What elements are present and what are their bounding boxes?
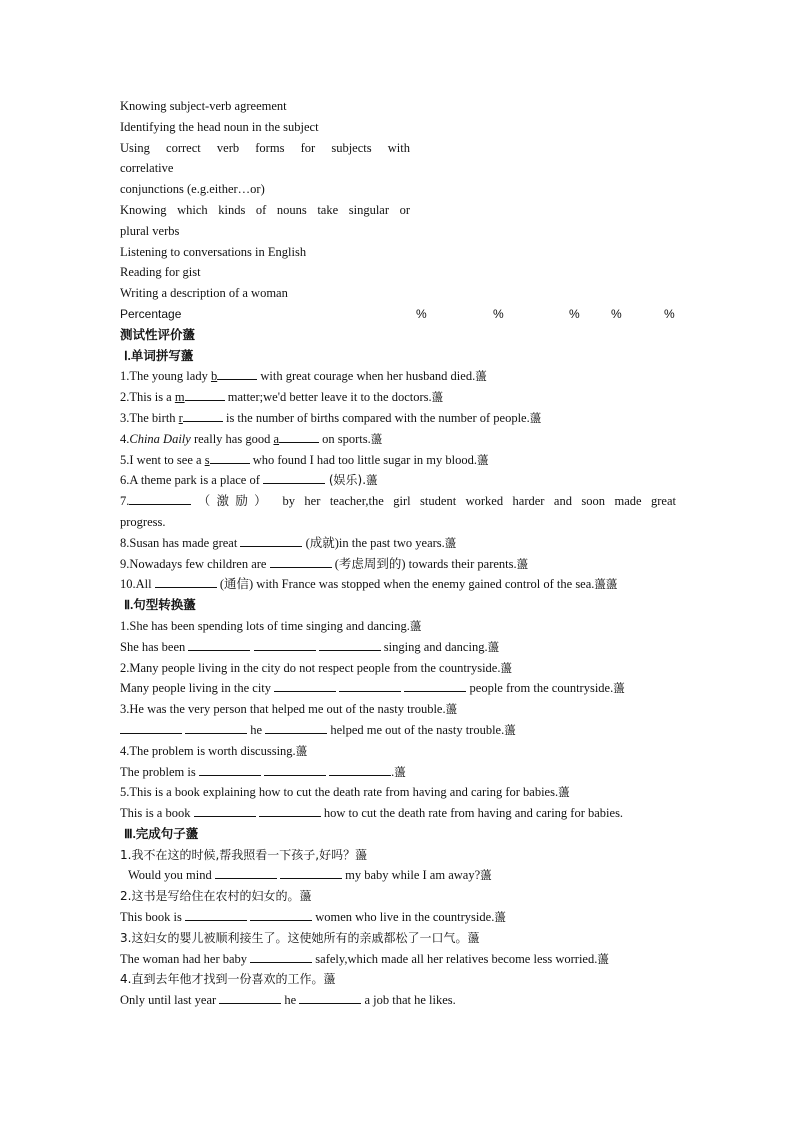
answer-line: This book is women who live in the countryside.蘯 [120, 910, 506, 925]
answer-line: Would you mind my baby while I am away?蘯 [128, 868, 492, 883]
answer-blank[interactable] [185, 721, 247, 734]
answer-blank[interactable] [215, 866, 277, 879]
answer-blank[interactable] [185, 908, 247, 921]
question-item: 2.这书是写给住在农村的妇女的。蘯 [120, 889, 312, 904]
answer-line: The problem is .蘯 [120, 764, 406, 779]
answer-blank[interactable] [219, 991, 281, 1004]
part2-title: Ⅱ.句型转换蘯 [124, 597, 196, 613]
objective-item: Using correct verb forms for subjects with [120, 140, 410, 155]
answer-blank[interactable] [319, 638, 381, 651]
objective-item: Reading for gist [120, 265, 201, 280]
question-item-continued: progress. [120, 514, 166, 529]
question-item: 6.A theme park is a place of (娱乐).蘯 [120, 473, 378, 488]
answer-blank[interactable] [194, 804, 256, 817]
answer-blank[interactable] [240, 534, 302, 547]
question-item: 3.这妇女的婴儿被顺利接生了。这使她所有的亲戚都松了一口气。蘯 [120, 930, 480, 945]
answer-blank[interactable] [259, 804, 321, 817]
percent-cell: % [569, 306, 580, 321]
answer-blank[interactable] [185, 388, 225, 401]
worksheet-page [120, 96, 676, 1011]
question-item: 3.He was the very person that helped me out of the nasty trouble.蘯 [120, 702, 458, 717]
question-item: 4.China Daily really has good a on sports.蘯 [120, 431, 383, 446]
answer-blank[interactable] [120, 721, 182, 734]
question-item: 1.The young lady b with great courage when her husband died.蘯 [120, 369, 487, 384]
question-item: 1.我不在这的时候,帮我照看一下孩子,好吗？蘯 [120, 847, 368, 862]
answer-blank[interactable] [250, 908, 312, 921]
part1-title: Ⅰ.单词拼写蘯 [124, 347, 194, 363]
answer-blank[interactable] [188, 638, 250, 651]
question-item: 8.Susan has made great (成就)in the past two years.蘯 [120, 535, 457, 550]
objective-item: Listening to conversations in English [120, 244, 307, 259]
answer-blank[interactable] [199, 763, 261, 776]
question-item: 4.直到去年他才找到一份喜欢的工作。蘯 [120, 972, 336, 987]
answer-blank[interactable] [210, 451, 250, 464]
question-item: 2.This is a m matter;we'd better leave it to the doctors.蘯 [120, 390, 444, 405]
answer-blank[interactable] [329, 763, 391, 776]
percentage-row [120, 304, 676, 325]
percent-cell: % [493, 306, 504, 321]
question-item: 9.Nowadays few children are (考虑周到的) towards their parents.蘯 [120, 556, 529, 571]
answer-blank[interactable] [404, 679, 466, 692]
answer-line: This is a book how to cut the death rate from having and caring for babies. [120, 806, 624, 821]
percent-cell: % [416, 306, 427, 321]
question-item: 2.Many people living in the city do not respect people from the countryside.蘯 [120, 660, 512, 675]
answer-blank[interactable] [274, 679, 336, 692]
answer-blank[interactable] [155, 575, 217, 588]
answer-blank[interactable] [263, 471, 325, 484]
percent-cell: % [664, 306, 675, 321]
objective-item: plural verbs [120, 223, 180, 238]
percentage-label: Percentage [120, 306, 182, 321]
answer-blank[interactable] [270, 555, 332, 568]
answer-line: The woman had her baby safely,which made all her relatives become less worried.蘯 [120, 951, 609, 966]
objective-item: Knowing subject-verb agreement [120, 99, 287, 113]
answer-blank[interactable] [183, 409, 223, 422]
answer-blank[interactable] [280, 866, 342, 879]
answer-blank[interactable] [265, 721, 327, 734]
question-item: 5.This is a book explaining how to cut the death rate from having and caring for babies.蘯 [120, 785, 570, 800]
question-item: 7. （激励） by her teacher,the girl student worked harder and soon made great [120, 494, 676, 509]
question-item: 4.The problem is worth discussing.蘯 [120, 743, 308, 758]
answer-blank[interactable] [264, 763, 326, 776]
question-item: 5.I went to see a s who found I had too little sugar in my blood.蘯 [120, 452, 489, 467]
answer-blank[interactable] [299, 991, 361, 1004]
answer-blank[interactable] [217, 367, 257, 380]
answer-line: he helped me out of the nasty trouble.蘯 [120, 720, 676, 741]
answer-blank[interactable] [279, 430, 319, 443]
objective-item: Knowing which kinds of nouns take singular or [120, 202, 410, 217]
percent-cell: % [611, 306, 622, 321]
part3-title: Ⅲ.完成句子蘯 [124, 825, 199, 841]
objective-item: Writing a description of a woman [120, 286, 288, 301]
objective-item: correlative [120, 161, 174, 176]
answer-blank[interactable] [250, 950, 312, 963]
question-item: 10.All (通信) with France was stopped when the enemy gained control of the sea.蘯蘯 [120, 577, 618, 592]
answer-line: Many people living in the city people from the countryside.蘯 [120, 681, 625, 696]
section-title: 测试性评价蘯 [120, 326, 196, 342]
objective-item: conjunctions (e.g.either…or) [120, 182, 265, 197]
answer-blank[interactable] [129, 492, 191, 505]
objective-item: Identifying the head noun in the subject [120, 119, 319, 134]
question-item: 1.She has been spending lots of time singing and dancing.蘯 [120, 618, 422, 633]
answer-blank[interactable] [254, 638, 316, 651]
answer-blank[interactable] [339, 679, 401, 692]
answer-line: She has been singing and dancing.蘯 [120, 639, 500, 654]
question-item: 3.The birth r is the number of births compared with the number of people.蘯 [120, 410, 542, 425]
answer-line: Only until last year he a job that he likes. [120, 993, 456, 1008]
